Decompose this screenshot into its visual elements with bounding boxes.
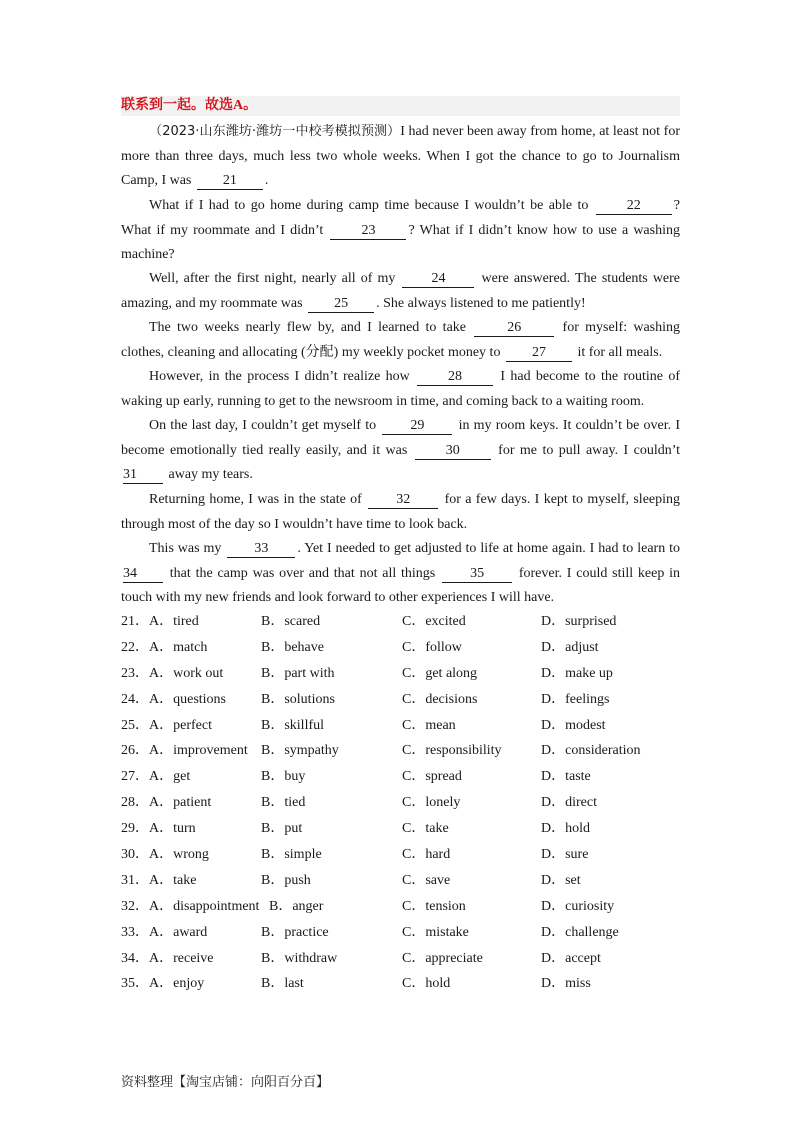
option-row-33 [121,923,681,949]
option-a: 21．A．tired [121,614,199,629]
option-b: B．simple [261,847,322,863]
option-d: D．hold [541,821,590,837]
blank-24: 24 [402,271,474,288]
option-b: B．withdraw [261,950,338,966]
answer-explanation-tail: 联系到一起。故选A。 [121,96,680,116]
option-row-26 [121,741,681,767]
option-c: C．take [402,821,449,837]
blank-21: 21 [197,173,263,190]
page-footer: 资料整理【淘宝店铺：向阳百分百】 [121,1075,330,1090]
passage-paragraph-8: This was my 33 . Yet I needed to get adjusted to life at home again. I had to learn to 34 that the camp was over and that not all things 35 forever. I could still keep in touch with my new friends and look forward to other experiences I will have. [121,541,681,605]
blank-29: 29 [382,418,452,435]
blank-28: 28 [417,369,493,386]
option-d: D．set [541,872,581,888]
option-a: 23．A．work out [121,665,224,681]
option-c: C．save [402,872,451,888]
option-b: B．anger [269,898,324,914]
passage-paragraph-6: On the last day, I couldn’t get myself to 29 in my room keys. It couldn’t be over. I become emotionally tied really easily, and it was 30 for me to pull away. I couldn’t 31 away my tears. [121,418,681,482]
blank-25: 25 [308,296,374,313]
option-c: C．follow [402,639,462,655]
option-row-25 [121,716,681,742]
option-c: C．tension [402,898,466,914]
option-b: B．sympathy [261,743,339,759]
option-row-29 [121,819,681,845]
option-b: B．scared [261,614,321,629]
option-row-28 [121,793,681,819]
option-a: 27．A．get [121,769,191,785]
option-b: B．practice [261,924,329,940]
option-row-34 [121,949,681,975]
option-b: B．buy [261,769,306,785]
option-d: D．adjust [541,639,599,655]
option-d: D．consideration [541,743,641,759]
passage-paragraph-3: Well, after the first night, nearly all of my 24 were answered. The students were amazing, and my roommate was 25 . She always listened to me patiently! [121,271,681,311]
passage-paragraph-2: What if I had to go home during camp time because I wouldn’t be able to 22 ? What if my roommate and I didn’t 23 ? What if I didn’t know how to use a washing machine? [121,198,680,262]
option-d: D．surprised [541,614,617,629]
option-b: B．tied [261,795,306,811]
option-a: 35．A．enjoy [121,976,205,992]
option-d: D．feelings [541,691,610,707]
option-row-30 [121,845,681,871]
option-a: 33．A．award [121,924,208,940]
passage-paragraph-1: （2023·山东潍坊·潍坊一中校考模拟预测）I had never been away from home, at least not for more than three days, much less two whole weeks. When I got the chance to go to Journalism Camp, I was 21 . [121,124,680,188]
option-row-22 [121,638,681,664]
option-a: 34．A．receive [121,950,214,966]
passage-paragraph-4: The two weeks nearly flew by, and I learned to take 26 for myself: washing clothes, cleaning and allocating (分配) my weekly pocket money to 27 it for all meals. [121,320,681,360]
option-d: D．challenge [541,924,619,940]
option-a: 24．A．questions [121,691,226,707]
option-d: D．make up [541,665,613,681]
blank-30: 30 [415,443,491,460]
option-a: 32．A．disappointment [121,898,260,914]
option-row-32 [121,897,681,923]
question-source: （2023·山东潍坊·潍坊一中校考模拟预测） [149,124,401,139]
answer-options-list [121,612,681,1000]
blank-34: 34 [123,566,163,583]
blank-35: 35 [442,566,512,583]
option-d: D．direct [541,795,597,811]
option-b: B．push [261,872,311,888]
option-row-31 [121,871,681,897]
option-a: 25．A．perfect [121,717,212,733]
option-c: C．spread [402,769,462,785]
option-c: C．decisions [402,691,478,707]
option-b: B．solutions [261,691,335,707]
option-b: B．behave [261,639,324,655]
blank-33: 33 [227,541,295,558]
passage-paragraph-5: However, in the process I didn’t realize how 28 I had become to the routine of waking up early, running to get to the newsroom in time, and coming back to a waiting room. [121,369,681,409]
option-row-21 [121,612,681,638]
option-d: D．miss [541,976,591,992]
blank-23: 23 [330,223,406,240]
option-c: C．lonely [402,795,461,811]
option-c: C．excited [402,614,466,629]
option-d: D．accept [541,950,601,966]
passage-paragraph-7: Returning home, I was in the state of 32 for a few days. I kept to myself, sleeping through most of the day so I wouldn’t have time to look back. [121,492,681,532]
option-d: D．taste [541,769,591,785]
option-a: 31．A．take [121,872,197,888]
option-c: C．hard [402,847,451,863]
option-a: 26．A．improvement [121,743,248,759]
option-row-23 [121,664,681,690]
option-a: 29．A．turn [121,821,196,837]
option-b: B．put [261,821,303,837]
option-c: C．hold [402,976,451,992]
option-a: 30．A．wrong [121,847,209,863]
option-b: B．last [261,976,304,992]
blank-32: 32 [368,492,438,509]
option-c: C．mistake [402,924,469,940]
option-row-27 [121,767,681,793]
option-row-24 [121,690,681,716]
option-c: C．appreciate [402,950,483,966]
option-b: B．part with [261,665,335,681]
blank-27: 27 [506,345,572,362]
blank-31: 31 [123,467,163,484]
option-c: C．get along [402,665,478,681]
option-d: D．modest [541,717,606,733]
option-d: D．sure [541,847,589,863]
option-c: C．responsibility [402,743,502,759]
option-b: B．skillful [261,717,325,733]
option-d: D．curiosity [541,898,615,914]
blank-26: 26 [474,320,554,337]
option-row-35 [121,974,681,1000]
option-a: 22．A．match [121,639,208,655]
option-a: 28．A．patient [121,795,212,811]
blank-22: 22 [596,198,672,215]
option-c: C．mean [402,717,456,733]
